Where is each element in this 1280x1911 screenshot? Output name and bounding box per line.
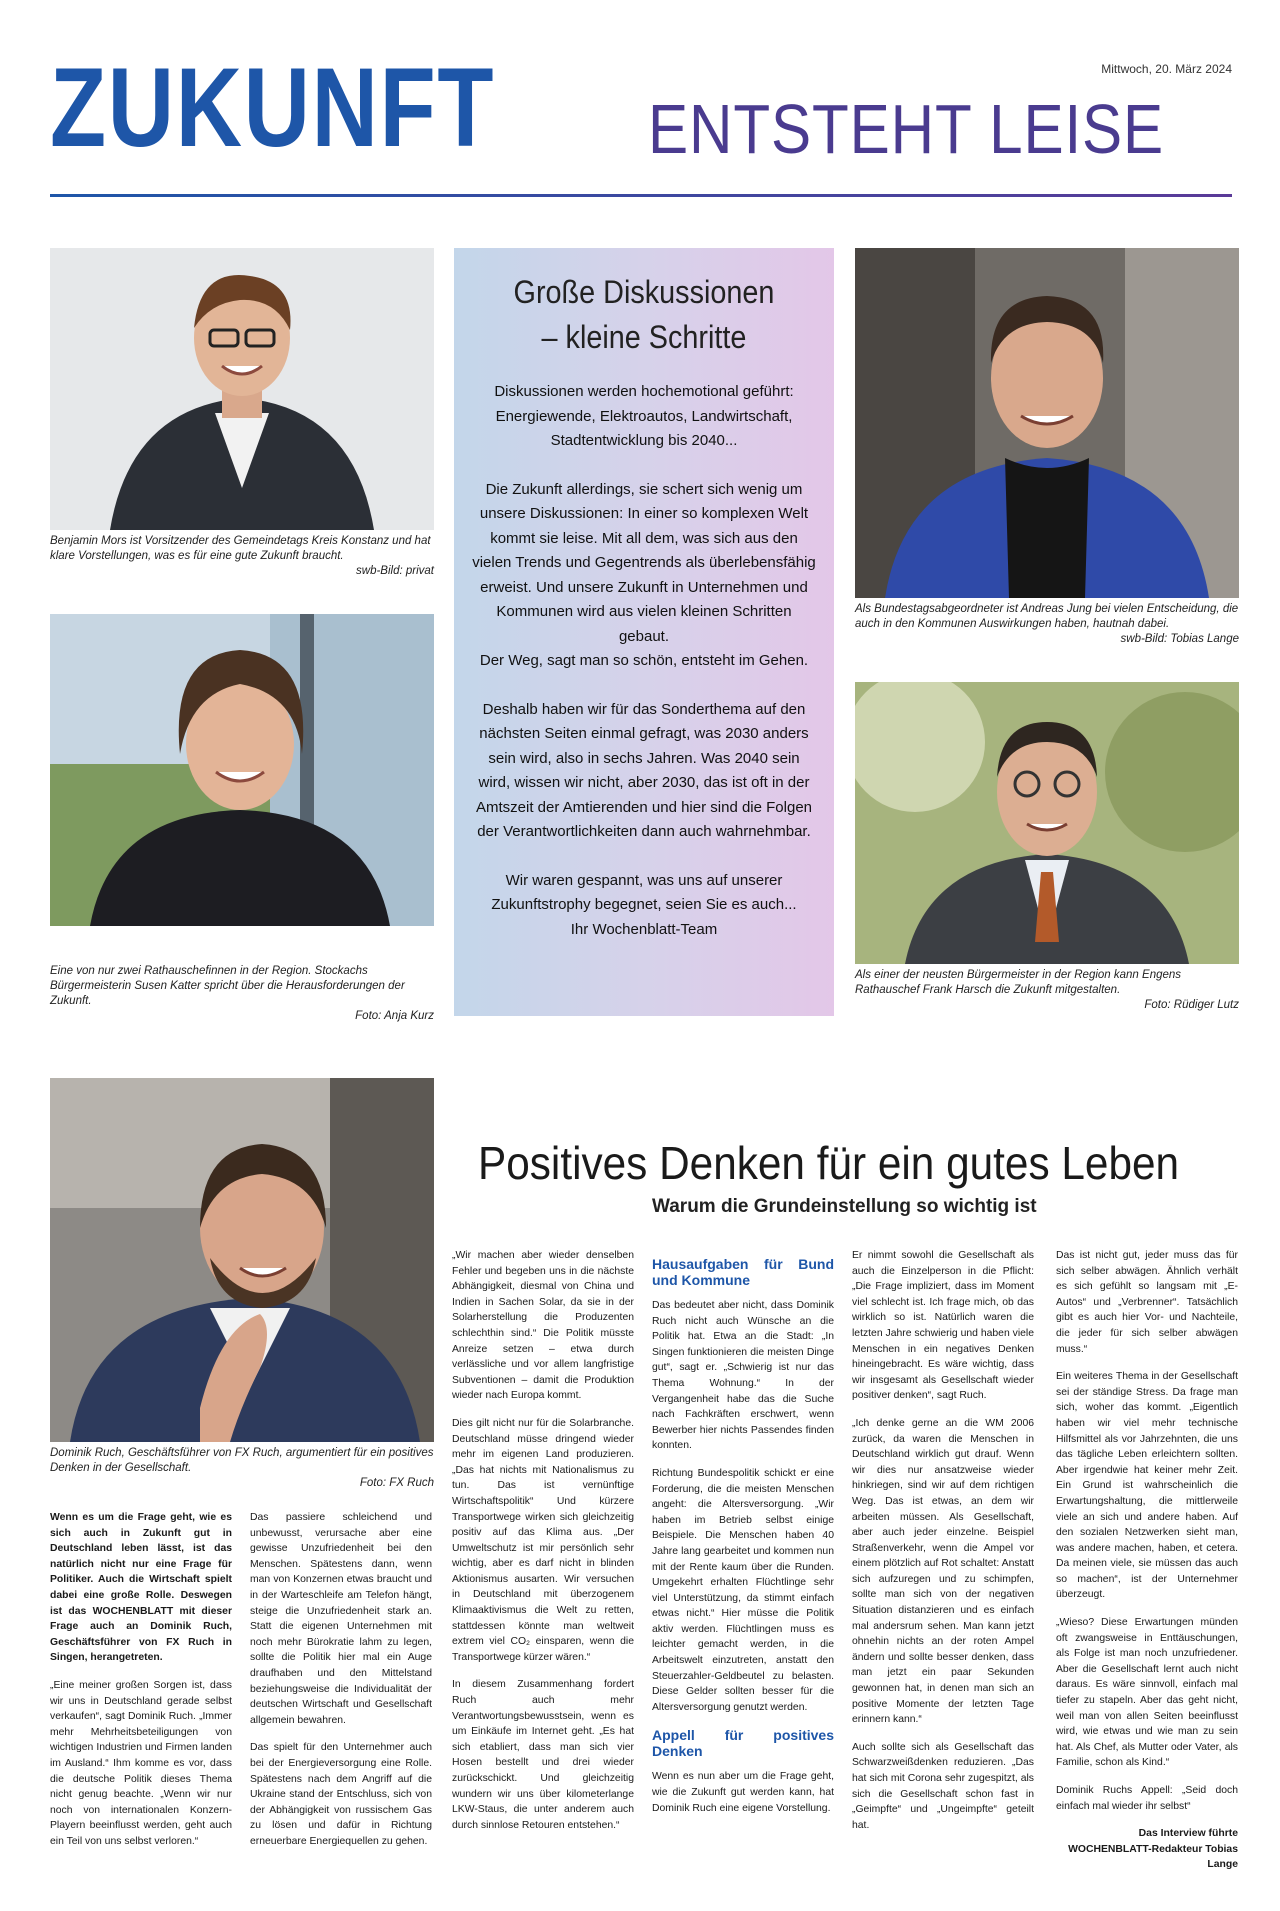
article-lead: Wenn es um die Frage geht, wie es sich auch in Zukunft gut in Deutschland leben lässt, ist das natürlich nicht nur eine Frage für Politiker. Auch die Wirtschaft spielt dabei eine große Rolle. Deswegen ist das WOCHENBLATT mit dieser Frage auch an Dominik Ruch, Geschäftsführer von FX Ruch in Singen, herangetreten. — [50, 1512, 232, 1664]
caption-jung-credit: swb-Bild: Tobias Lange — [1120, 633, 1239, 645]
subheading-appell: Appell für positives Denken — [652, 1727, 834, 1760]
article-paragraph: Ein weiteres Thema in der Gesellschaft sei der ständige Stress. Da frage man sich, woher das kommt. „Eigentlich haben wir viel mehr technische Hilfsmittel als vor Jahrzehnten, die uns das tägliche Leben erleichtern sollten. Aber irgendwie hat keiner mehr Zeit. Ein Grund ist wahrscheinlich die Erwartungshaltung, die mittlerweile viele an sich und andere haben. Auf den sozialen Netzwerken sieht man, was andere machen, haben, et cetera. Da meinen viele, sie müssen das auch so machen“, ist der Unternehmer überzeugt. — [1056, 1371, 1238, 1601]
caption-jung — [855, 602, 1239, 647]
article-paragraph: Auch sollte sich als Gesellschaft das Schwarzweißdenken reduzieren. „Das hat sich mit Corona sehr zugespitzt, als sich die Gesellschaft schon fast in „Geimpfte“ und „Ungeimpfte“ geteilt hat. — [852, 1741, 1034, 1831]
caption-harsch — [855, 968, 1239, 1013]
caption-ruch-credit: Foto: FX Ruch — [359, 1477, 434, 1489]
article-paragraph: „Wieso? Diese Erwartungen münden oft zwangsweise in Enttäuschungen, als Folge ist man noch unzufriedener. Aber die Gesellschaft lernt auch nicht daraus. Es wäre sinnvoll, einfach mal tiefer zu stapeln. Aber das geht nicht, weil man von allen Seiten beeinflusst wird, wie etwas und wie man zu sein hat. Als Chef, als Mutter oder Vater, als Familie, schon als Kind.“ — [1056, 1617, 1238, 1769]
infobox-paragraph-5: Wir waren gespannt, was uns auf unserer Zukunftstrophy begegnet, seien Sie es auch... — [491, 871, 797, 913]
article-paragraph: „Ich denke gerne an die WM 2006 zurück, da waren die Menschen in Deutschland wirklich gut drauf. Wenn wir dies nur ansatzweise wieder hinkriegen, sind wir auf dem richtigen Weg. Das ist etwas, an dem wir arbeiten müssen. Als Gesellschaft, aber auch jeder einzelne. Beispiel Straßenverkehr, wenn die Ampel vor einem plötzlich auf Rot schaltet: Anstatt sich aufzuregen und zu schimpfen, sollte man sich von der negativen Situation distanzieren und es einfach mal andersrum sehen. Man kann jetzt ohnehin nichts an der roten Ampel ändern und sollte besser denken, dass man jetzt ein paar Sekunden gewonnen hat, in denen man sich an positive Momente der letzten Tage erinnern kann.“ — [852, 1417, 1034, 1726]
caption-ruch — [50, 1446, 434, 1491]
photo-benjamin-mors — [50, 248, 434, 530]
article-paragraph: „Eine meiner großen Sorgen ist, dass wir uns in Deutschland gerade selbst verkaufen“, sagt Dominik Ruch. „Immer mehr Mehrheitsbeteiligungen von wichtigen Industrien und Firmen landen im Ausland.“ Ihm komme es vor, dass die deutsche Politik dieses Thema nicht genug beachte. „Wenn wir nur noch von internationalen Konzern-Playern beeinflusst werden, geht auch ein Teil von uns selbst verloren.“ — [50, 1679, 232, 1847]
infobox-paragraph-1: Diskussionen werden hochemotional geführt: Energiewende, Elektroautos, Landwirtschaft, Stadtentwicklung bis 2040... — [494, 383, 794, 449]
infobox-signature: Ihr Wochenblatt-Team — [570, 920, 718, 938]
article-paragraph: Das spielt für den Unternehmer auch bei der Energieversorgung eine Rolle. Spätestens nach dem Angriff auf die Ukraine stand der Entschluss, sich von der Abhängigkeit von russischem Gas zu lösen und dafür in Richtung erneuerbare Energiequellen zu gehen. — [250, 1742, 432, 1847]
article-subhead: Warum die Grundeinstellung so wichtig ist — [652, 1196, 1037, 1217]
caption-katter-credit: Foto: Anja Kurz — [355, 1010, 434, 1022]
infobox-paragraph-4: Deshalb haben wir für das Sonderthema auf den nächsten Seiten einmal gefragt, was 2030 anders sein wird, also in sechs Jahren. Was 2040 sein wird, wissen wir nicht, aber 2030, das ist oft in der Amtszeit der Amtierenden und hier sind die Folgen der Verantwortlichkeiten dann auch wahrnehmbar. — [475, 700, 813, 840]
article-paragraph: Richtung Bundespolitik schickt er eine Forderung, die die meisten Menschen angeht: die Altersversorgung. „Wir haben im Betrieb selbst einige Beispiele. Die Menschen haben 40 Jahre lang gearbeitet und kommen nun mit der Rente kaum über die Runden. Umgekehrt erhalten Flüchtlinge sehr viel Unterstützung, da stimmt einfach etwas nicht.“ Hier müsse die Politik aktiv werden. Flüchtlingen muss es leichter gemacht werden, in die Arbeitswelt einzutreten, anstatt den Steuerzahler-Geldbeutel zu belasten. Diese Gelder sollten besser für die Altersversorgung genutzt werden. — [652, 1467, 834, 1713]
photo-frank-harsch — [855, 682, 1239, 964]
caption-ruch-text: Dominik Ruch, Geschäftsführer von FX Ruch, argumentiert für ein positives Denken in der Gesellschaft. — [50, 1447, 434, 1474]
caption-mors — [50, 534, 434, 579]
article-column-3 — [452, 1248, 634, 1845]
masthead-title-main: ZUKUNFT — [50, 45, 496, 170]
article-paragraph: Er nimmt sowohl die Gesellschaft als auch die Einzelperson in die Pflicht: „Die Frage impliziert, dass im Moment viel schlecht ist. Ich frage mich, ob das wirklich so ist. Natürlich waren die letzten Jahre schwierig und haben viele Menschen in ein negatives Denken hineingebracht. Es wäre wichtig, dass wir insgesamt als Gesellschaft wieder positiver denken“, sagt Ruch. — [852, 1250, 1034, 1402]
article-column-2 — [250, 1510, 432, 1861]
article-paragraph: In diesem Zusammenhang fordert Ruch auch mehr Verantwortungsbewusstsein, wenn es um Einkäufe im Internet geht. „Es hat sich etabliert, dass man sich vier Hosen bestellt und drei wieder zurückschickt. Und gleichzeitig wundern wir uns über kilometerlange LKW-Staus, die unter anderem auch durch sinnlose Retouren entstehen.“ — [452, 1679, 634, 1831]
caption-harsch-text: Als einer der neusten Bürgermeister in der Region kann Engens Rathauschef Frank Harsch die Zukunft mitgestalten. — [855, 969, 1182, 996]
article-column-5 — [852, 1248, 1034, 1845]
caption-harsch-credit: Foto: Rüdiger Lutz — [1144, 999, 1239, 1011]
article-column-6 — [1056, 1248, 1238, 1885]
article-paragraph: Das bedeutet aber nicht, dass Dominik Ruch nicht auch Wünsche an die Politik hat. Etwa an die Stadt: „In Singen funktionieren die meisten Dinge gut“, sagt er. „Schwierig ist nur das Thema Wohnung.“ In der Vergangenheit habe das die Suche nach Fachkräften erschwert, wenn Bewerber hier nichts Passendes finden konnten. — [652, 1300, 834, 1452]
article-paragraph: Dies gilt nicht nur für die Solarbranche. Deutschland müsse dringend wieder mehr im eigenen Land produzieren. „Das hat nichts mit Nationalismus zu tun. Das ist vernünftige Wirtschaftspolitik“ Und kürzere Transportwege wirken sich gleichzeitig positiv auf das Klima aus. „Der Umweltschutz ist mir persönlich sehr wichtig, aber es darf nicht in blinden Aktionismus ausarten. Wir versuchen in Deutschland mit überzogenem Klimaaktivismus die Welt zu retten, stattdessen könnte man weltweit extrem viel CO₂ einsparen, wenn die Transportwege kürzer wären.“ — [452, 1417, 634, 1663]
photo-dominik-ruch — [50, 1078, 434, 1442]
article-paragraph: Dominik Ruchs Appell: „Seid doch einfach mal wieder ihr selbst“ — [1056, 1785, 1238, 1812]
caption-katter-text: Eine von nur zwei Rathauschefinnen in der Region. Stockachs Bürgermeisterin Susen Katter spricht über die Herausforderungen der Zukunft. — [50, 965, 405, 1007]
article-paragraph: Wenn es nun aber um die Frage geht, wie die Zukunft gut werden kann, hat Dominik Ruch eine eigene Vorstellung. — [652, 1771, 834, 1814]
infobox-title-line1: Große Diskussionen — [513, 274, 775, 310]
infobox-title-line2: – kleine Schritte — [541, 319, 747, 355]
article-paragraph: „Wir machen aber wieder denselben Fehler und begeben uns in die nächste Abhängigkeit, diesmal von China und Indien in Sachen Solar, da sie in der Solarherstellung die Produzenten schlechthin sind.“ Die Politik müsste Anreize setzen – etwa durch verlässliche und vor allem langfristige Subventionen – damit die Produktion wieder nach Europa kommt. — [452, 1250, 634, 1402]
infobox-paragraph-2: Die Zukunft allerdings, sie schert sich wenig um unsere Diskussionen: In einer so komplexen Welt kommt sie leise. Mit all dem, was sich aus den vielen Trends und Gegentrends als überlebensfähig erweist. Und unsere Zukunft in Unternehmen und Kommunen wird aus vielen kleinen Schritten gebaut. — [472, 480, 816, 645]
caption-katter — [50, 964, 434, 1024]
photo-susen-katter — [50, 614, 434, 926]
caption-mors-text: Benjamin Mors ist Vorsitzender des Gemeindetags Kreis Konstanz und hat klare Vorstellungen, was es für eine gute Zukunft braucht. — [50, 535, 431, 562]
article-column-1 — [50, 1510, 232, 1861]
author-credit: Das Interview führte WOCHENBLATT-Redakteur Tobias Lange — [1068, 1828, 1238, 1871]
article-headline: Positives Denken für ein gutes Leben — [478, 1137, 1180, 1189]
article-paragraph: Das passiere schleichend und unbewusst, verursache aber eine gewisse Unzufriedenheit bei den Menschen. Spätestens dann, wenn man von Konzernen etwas braucht und in der Warteschleife am Telefon hängt, steige die Unzufriedenheit stark an. Statt die eigenen Unternehmen mit noch mehr Bürokratie lahm zu legen, sollte die Politik hier mal ein Auge draufhaben und den Mittelstand beziehungsweise die Individualität der deutschen Wirtschaft und Gesellschaft allgemein bewahren. — [250, 1512, 432, 1726]
photo-andreas-jung — [855, 248, 1239, 598]
article-paragraph: Das ist nicht gut, jeder muss das für sich selber abwägen. Ähnlich verhält es sich gefühlt so langsam mit „E-Autos“ und „Verbrenner“. Tatsächlich gibt es auch hier Vor- und Nachteile, die jeder für sich selber abwägen muss.“ — [1056, 1250, 1238, 1355]
caption-jung-text: Als Bundestagsabgeordneter ist Andreas Jung bei vielen Entscheidung, die auch in den Kommunen Auswirkungen haben, hautnah dabei. — [855, 603, 1239, 630]
caption-mors-credit: swb-Bild: privat — [356, 565, 434, 577]
masthead-rule — [50, 194, 1232, 197]
infobox — [454, 248, 834, 1016]
issue-date: Mittwoch, 20. März 2024 — [1101, 62, 1232, 76]
infobox-paragraph-3: Der Weg, sagt man so schön, entsteht im Gehen. — [479, 652, 809, 669]
masthead-title-sub: ENTSTEHT LEISE — [648, 90, 1165, 168]
article-column-4 — [652, 1248, 834, 1828]
subheading-hausaufgaben: Hausaufgaben für Bund und Kommune — [652, 1256, 834, 1288]
